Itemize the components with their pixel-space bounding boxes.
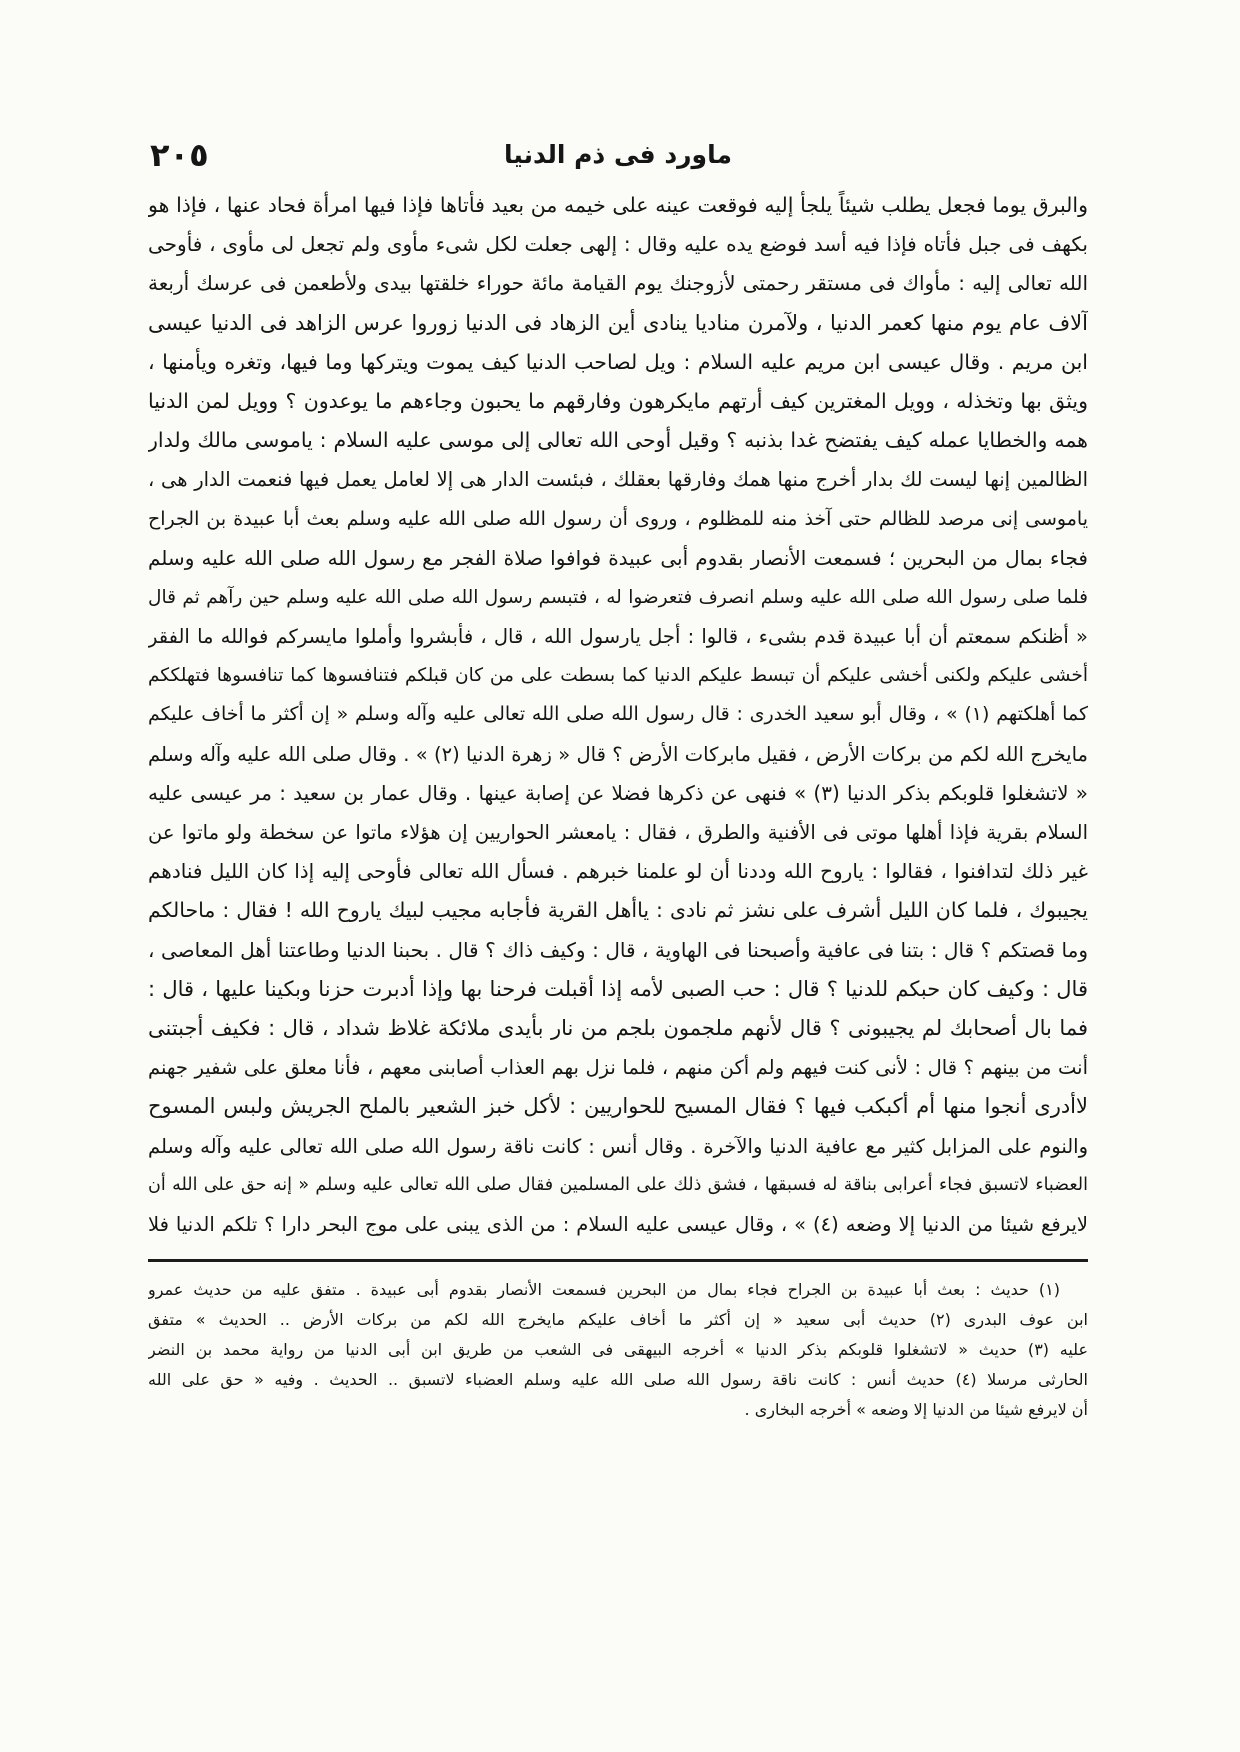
body-line: العضباء لاتسبق فجاء أعرابى بناقة له فسبقها ، فشق ذلك على المسلمين فقال صلى الله تعالى عليه وسلم « إنه حق على الله أن [148, 1174, 1088, 1195]
body-line: مايخرج الله لكم من بركات الأرض ، فقيل مابركات الأرض ؟ قال « زهرة الدنيا (٢) » . وقال صلى الله عليه وآله وسلم [148, 742, 1088, 766]
footnote-line: عليه (٣) حديث « لاتشغلوا قلوبكم بذكر الدنيا » أخرجه البيهقى فى الشعب من طريق ابن أبى الدنيا من رواية محمد بن النضر [148, 1340, 1088, 1359]
body-line: فلما صلى رسول الله صلى الله عليه وسلم انصرف فتعرضوا له ، فتبسم رسول الله صلى الله عليه وسلم حين رآهم ثم قال [148, 586, 1088, 608]
body-line: ياموسى إنى مرصد للظالم حتى آخذ منه للمظلوم ، وروى أن رسول الله صلى الله عليه وسلم بعث أبا عبيدة بن الجراح [148, 507, 1088, 530]
footnote-line: ابن عوف البدرى (٢) حديث أبى سعيد « إن أكثر ما أخاف عليكم مايخرج الله لكم من بركات الأرض .. الحديث » متفق [148, 1310, 1088, 1329]
body-line: لايرفع شيئا من الدنيا إلا وضعه (٤) » ، وقال عيسى عليه السلام : من الذى يبنى على موج البحر دارا ؟ تلكم الدنيا فلا [148, 1212, 1088, 1236]
body-line: غير ذلك لتدافنوا ، فقالوا : ياروح الله وددنا أن لو علمنا خبرهم . فسأل الله تعالى فأوحى إليه إذا كان الليل فنادهم [148, 859, 1088, 884]
body-line: همه والخطايا عمله كيف يفتضح غدا بذنبه ؟ وقيل أوحى الله تعالى إلى موسى عليه السلام : ياموسى مالك ولدار [148, 428, 1088, 453]
page-header [148, 130, 1088, 180]
body-line: فما بال أصحابك لم يجيبونى ؟ قال لأنهم ملجمون بلجم من نار بأيدى ملائكة غلاظ شداد ، قال : فكيف أجبتنى [148, 1015, 1088, 1040]
running-title: ماورد فى ذم الدنيا [504, 140, 732, 169]
body-line: « أظنكم سمعتم أن أبا عبيدة قدم بشىء ، قالوا : أجل يارسول الله ، قال ، فأبشروا وأملوا مايسركم فوالله ما الفقر [148, 625, 1088, 649]
body-line: يجيبوك ، فلما كان الليل أشرف على نشز ثم نادى : ياأهل القرية فأجابه مجيب لبيك ياروح الله ! فقال : ماحالكم [148, 898, 1088, 923]
body-line: أخشى عليكم ولكنى أخشى عليكم أن تبسط عليكم الدنيا كما بسطت على من كان قبلكم فتنافسوها كما تنافسوها فتهلككم [148, 665, 1088, 687]
body-line: ويثق بها وتخذله ، وويل المغترين كيف أرتهم مايكرهون وفارقهم ما يحبون وجاءهم ما يوعدون ؟ وويل لمن الدنيا [148, 388, 1088, 413]
body-line: الله تعالى إليه : مأواك فى مستقر رحمتى لأزوجنك يوم القيامة مائة حوراء خلقتها بيدى ولأطعمن فى عرسك أربعة [148, 271, 1088, 296]
body-line: بكهف فى جبل فأتاه فإذا فيه أسد فوضع يده عليه وقال : إلهى جعلت لكل شىء مأوى ولم تجعل لى مأوى ، فأوحى [148, 232, 1088, 257]
footnotes [148, 1275, 1088, 1425]
footnote-line: الحارثى مرسلا (٤) حديث أنس : كانت ناقة رسول الله صلى الله عليه وسلم العضباء لاتسبق .. الحديث . وفيه « حق على الله [148, 1370, 1088, 1389]
body-line: لاأدرى أنجوا منها أم أكبكب فيها ؟ فقال المسيح للحواريين : لأكل خبز الشعير بالملح الجريش ولبس المسوح [148, 1094, 1088, 1119]
footnote-line: (١) حديث : بعث أبا عبيدة بن الجراح فجاء بمال من البحرين فسمعت الأنصار بقدوم أبى عبيدة . متفق عليه من حديث عمرو [148, 1280, 1060, 1299]
main-text [148, 186, 1088, 1244]
body-line: فجاء بمال من البحرين ؛ فسمعت الأنصار بقدوم أبى عبيدة فوافوا صلاة الفجر مع رسول الله صلى الله عليه وسلم [148, 545, 1088, 570]
footnote-separator [148, 1259, 1088, 1262]
body-line: قال : وكيف كان حبكم للدنيا ؟ قال : حب الصبى لأمه إذا أقبلت فرحنا بها وإذا أدبرت حزنا وبكينا عليها ، قال : [148, 976, 1088, 1001]
page-number: ٢٠٥ [150, 136, 209, 174]
body-line: والنوم على المزابل كثير مع عافية الدنيا والآخرة . وقال أنس : كانت ناقة رسول الله صلى الله تعالى عليه وآله وسلم [148, 1134, 1088, 1158]
body-line: الظالمين إنها ليست لك بدار أخرج منها همك وفارقها بعقلك ، فبئست الدار هى إلا لعامل يعمل فيها فنعمت الدار هى ، [148, 468, 1088, 492]
body-line: آلاف عام يوم منها كعمر الدنيا ، ولآمرن مناديا ينادى أين الزهاد فى الدنيا زوروا عرس الزاهد فى الدنيا عيسى [148, 310, 1088, 335]
body-line: ابن مريم . وقال عيسى ابن مريم عليه السلام : ويل لصاحب الدنيا كيف يموت ويتركها وما فيها، وتغره ويأمنها ، [148, 349, 1088, 374]
body-line: كما أهلكتهم (١) » ، وقال أبو سعيد الخدرى : قال رسول الله صلى الله تعالى عليه وآله وسلم « إن أكثر ما أخاف عليكم [148, 703, 1088, 726]
body-line: وما قصتكم ؟ قال : بتنا فى عافية وأصبحنا فى الهاوية ، قال : وكيف ذاك ؟ قال . بحبنا الدنيا وطاعتنا أهل المعاصى ، [148, 937, 1088, 962]
body-line: والبرق يوما فجعل يطلب شيئاً يلجأ إليه فوقعت عينه على خيمه من بعيد فأتاها فإذا فيها امرأة فحاد عنها ، فإذا هو [148, 193, 1088, 217]
body-line: « لاتشغلوا قلوبكم بذكر الدنيا (٣) » فنهى عن ذكرها فضلا عن إصابة عينها . وقال عمار بن سعيد : مر عيسى عليه [148, 780, 1088, 805]
footnote-line: أن لايرفع شيئا من الدنيا إلا وضعه » أخرجه البخارى . [744, 1400, 1088, 1419]
body-line: السلام بقرية فإذا أهلها موتى فى الأفنية والطرق ، فقال : يامعشر الحواريين إن هؤلاء ماتوا عن سخطة ولو ماتوا عن [148, 821, 1088, 844]
body-line: أنت من بينهم ؟ قال : لأنى كنت فيهم ولم أكن منهم ، فلما نزل بهم العذاب أصابنى معهم ، فأنا معلق على شفير جهنم [148, 1056, 1088, 1080]
